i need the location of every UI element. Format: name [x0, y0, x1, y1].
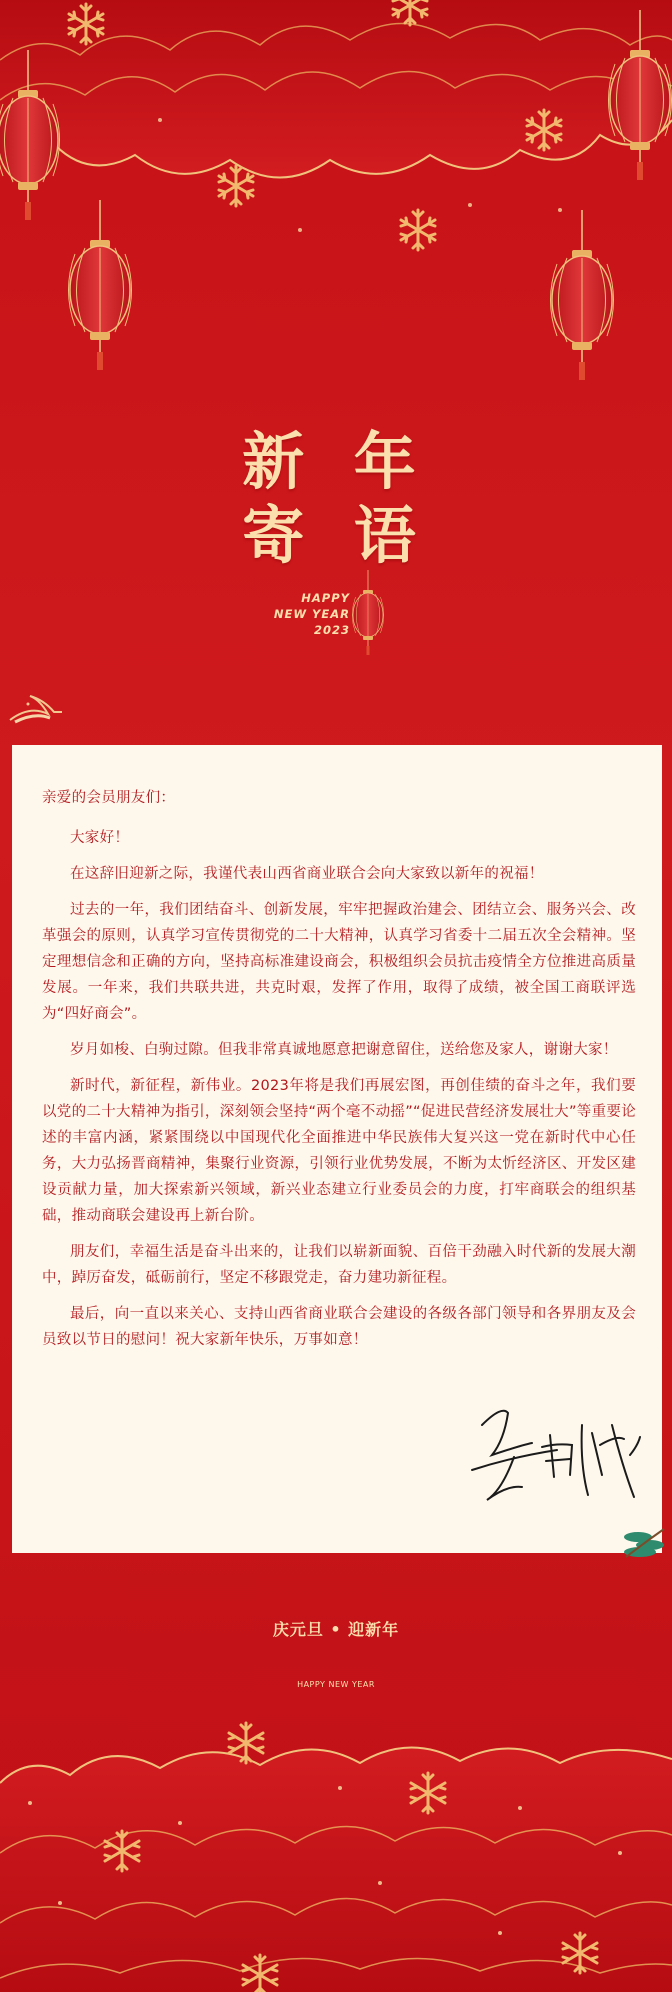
footer-subtitle: HAPPY NEW YEAR	[297, 1680, 375, 1689]
header-banner	[0, 0, 672, 745]
paragraph: 过去的一年，我们团结奋斗、创新发展，牢牢把握政治建会、团结立会、服务兴会、改革强会的原则，认真学习宣传贯彻党的二十大精神，认真学习省委十二届五次全会精神。坚定理想信念和正确的方向，坚持高标准建设商会，积极组织会员抗击疫情全方位推进高质量发展。一年来，我们共联共进，共克时艰，发挥了作用，取得了成绩，被全国工商联评选为“四好商会”。	[42, 902, 636, 1022]
letter-card	[12, 745, 662, 1553]
paragraph: 岁月如梭、白驹过隙。但我非常真诚地愿意把谢意留住，送给您及家人，谢谢大家！	[70, 1042, 618, 1058]
happy-text: HAPPY	[301, 591, 350, 605]
paragraph: 新时代，新征程，新伟业。2023年将是我们再展宏图，再创佳绩的奋斗之年，我们要以党的二十大精神为指引，深刻领会坚持“两个毫不动摇”“促进民营经济发展壮大”等重要论述的丰富内涵，紧紧围绕以中国现代化全面推进中华民族伟大复兴这一党在新时代中心任务，大力弘扬晋商精神，集聚行业资源，引领行业优势发展，不断为太忻经济区、开发区建设贡献力量，加大探索新兴领域，新兴业态建立行业委员会的力度，打牢商联会的组织基础，推动商联会建设再上新台阶。	[42, 1078, 636, 1224]
footer-slogan: 庆元旦 • 迎新年	[272, 1620, 400, 1639]
paragraph: 大家好！	[70, 830, 130, 846]
salutation: 亲爱的会员朋友们：	[42, 790, 176, 806]
paragraph: 朋友们，幸福生活是奋斗出来的，让我们以崭新面貌、百倍干劲融入时代新的发展大潮中，踔厉奋发，砥砺前行，坚定不移跟党走，奋力建功新征程。	[42, 1244, 636, 1286]
paragraph: 最后，向一直以来关心、支持山西省商业联合会建设的各级各部门领导和各界朋友及会员致以节日的慰问！祝大家新年快乐，万事如意！	[42, 1306, 636, 1348]
happy-new-year-tag	[250, 590, 350, 638]
title-line-2: 寄 语	[242, 499, 430, 572]
signature-mark	[462, 1395, 642, 1515]
title-block	[0, 425, 672, 573]
new-year-text: NEW YEAR	[273, 607, 350, 621]
letter-body	[42, 785, 636, 1363]
paragraph: 在这辞旧迎新之际，我谨代表山西省商业联合会向大家致以新年的祝福！	[70, 866, 544, 882]
title-line-1: 新 年	[242, 425, 430, 498]
year-text: 2023	[313, 623, 350, 637]
crane-icon	[10, 696, 62, 722]
